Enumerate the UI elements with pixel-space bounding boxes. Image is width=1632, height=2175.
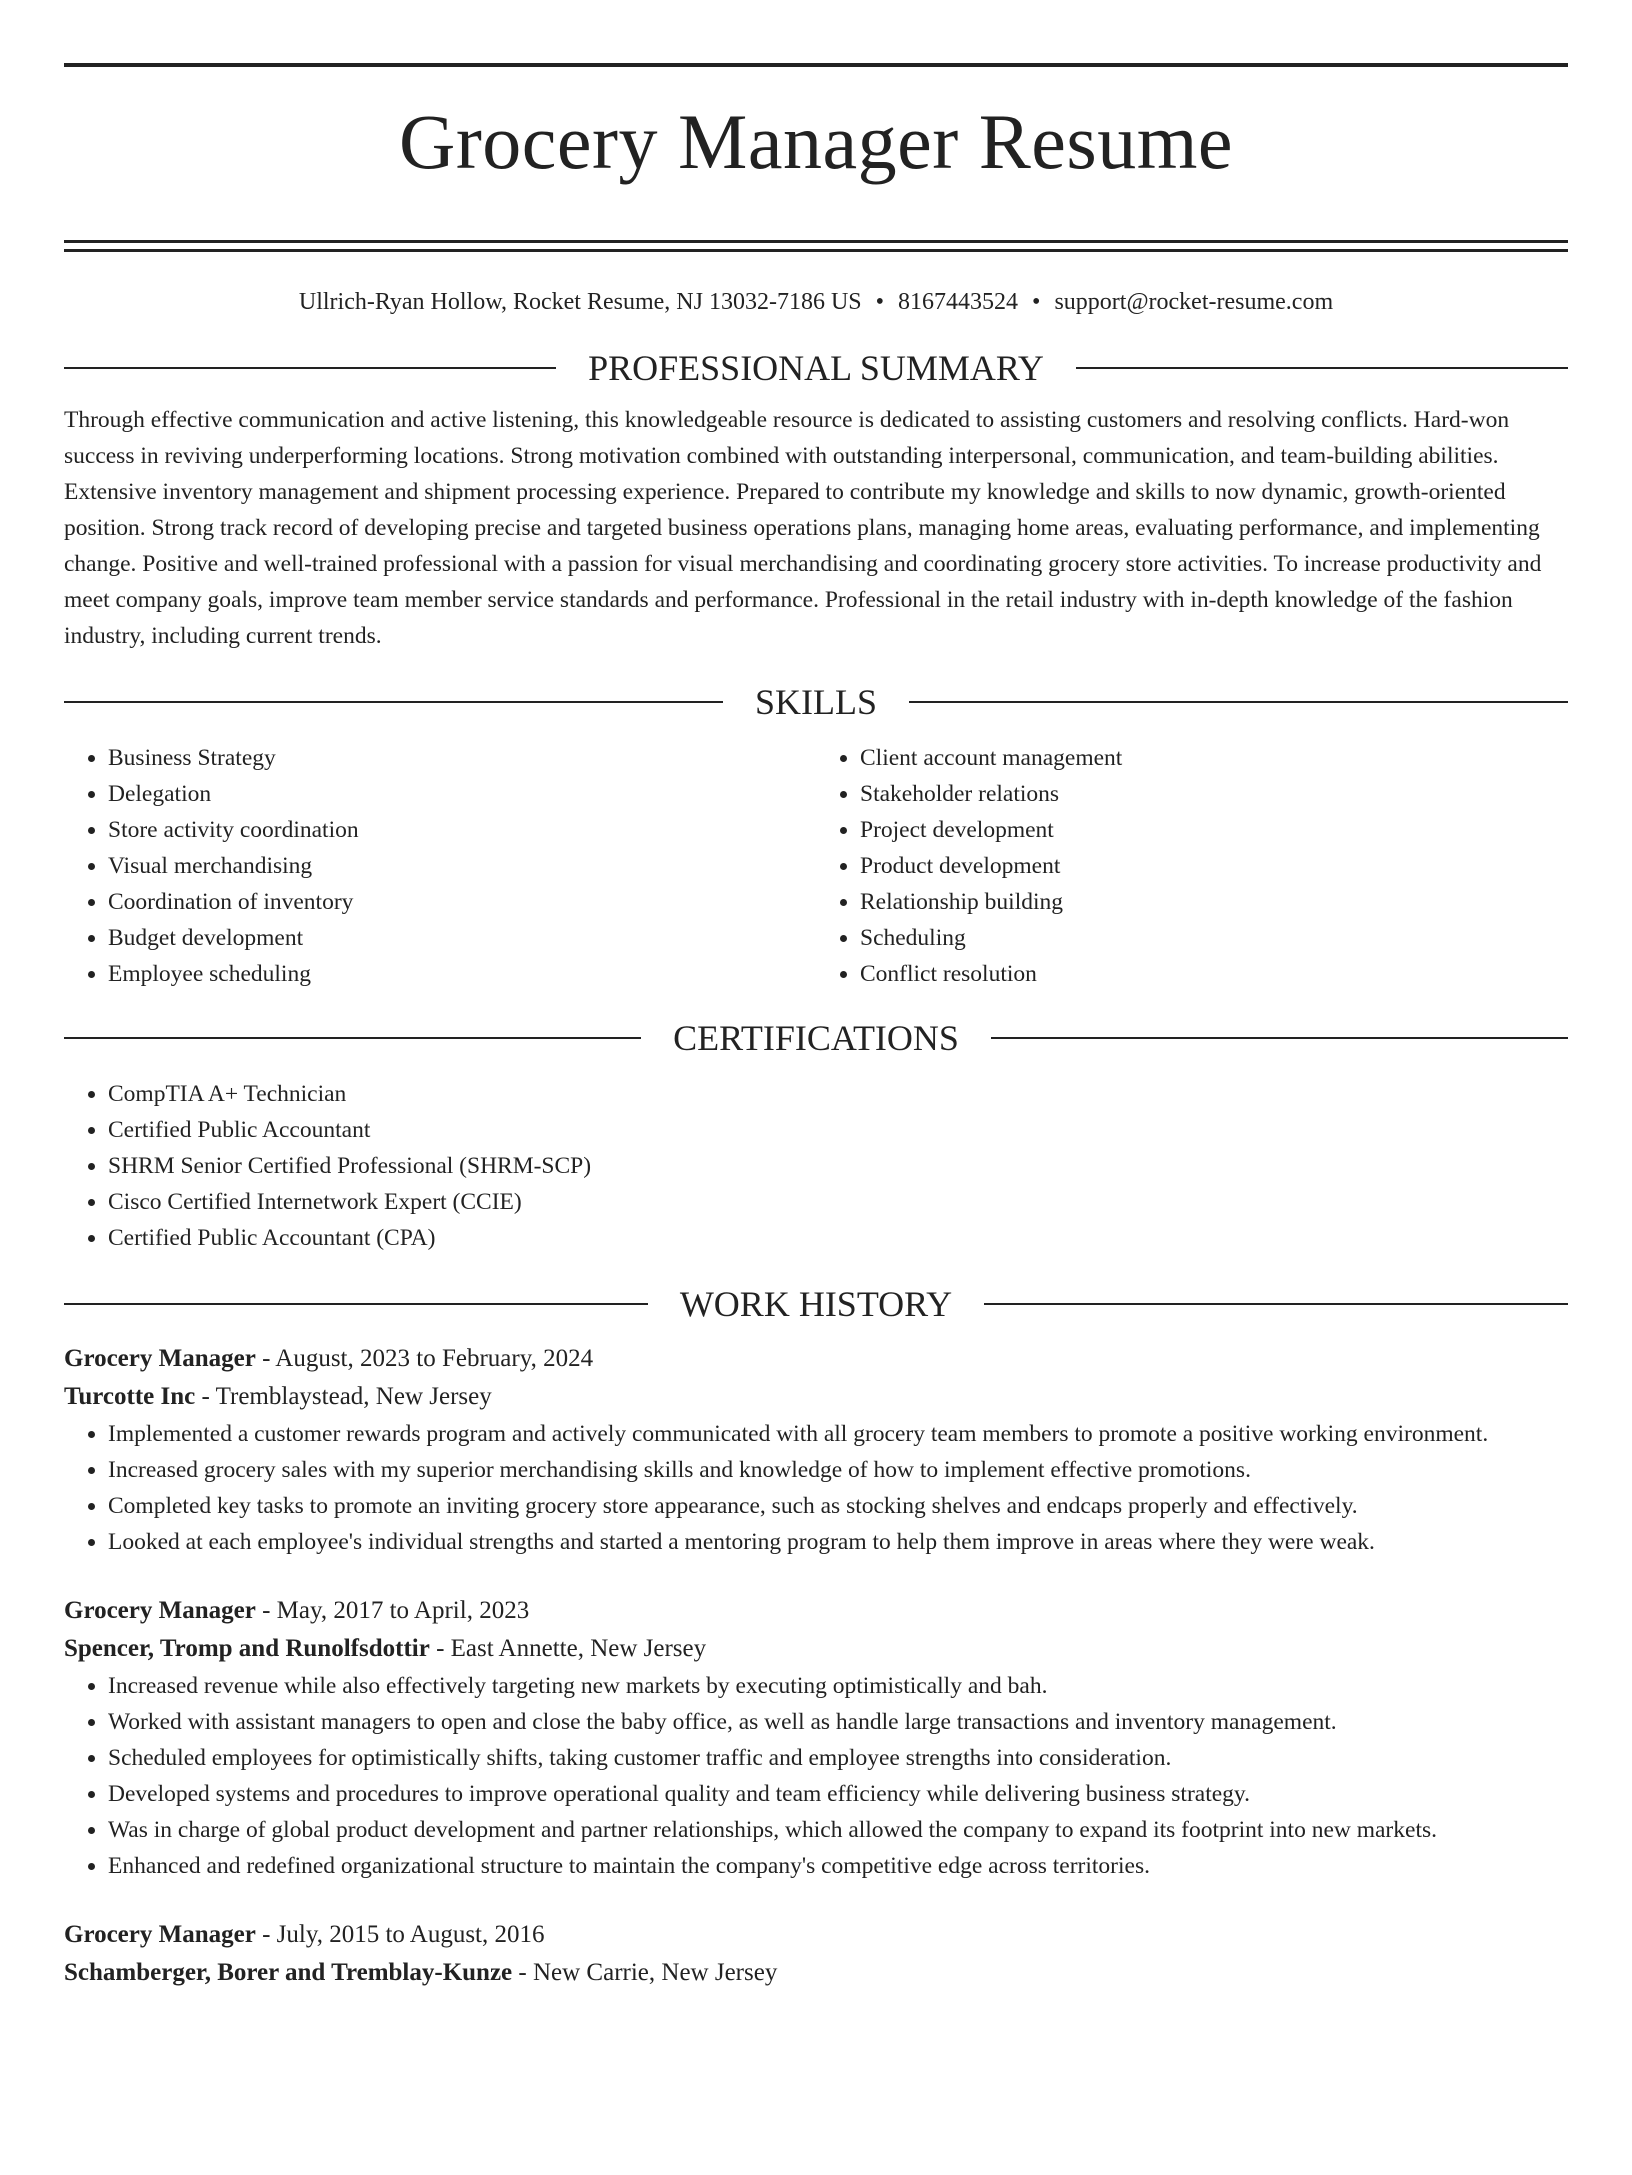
skill-item: • Client account management (860, 740, 1568, 776)
job-dates: - July, 2015 to August, 2016 (255, 1921, 545, 1948)
skill-item: • Store activity coordination (108, 812, 816, 848)
section-title-certifications: CERTIFICATIONS (673, 1018, 959, 1058)
skills-left-list (64, 740, 816, 992)
job-company-line (64, 1378, 1568, 1416)
job-location: - New Carrie, New Jersey (512, 1959, 778, 1986)
job-bullet: • Increased grocery sales with my superior merchandising skills and knowledge of how to implement effective promotions. (108, 1452, 1568, 1488)
job-bullet: • Looked at each employee's individual strengths and started a mentoring program to help them improve in areas where they were weak. (108, 1524, 1568, 1560)
section-header-skills (64, 682, 1568, 722)
job-title-line (64, 1916, 1568, 1954)
job-company: Spencer, Tromp and Runolfsdottir (64, 1635, 430, 1662)
section-header-work-history (64, 1284, 1568, 1324)
skill-item: • Delegation (108, 776, 816, 812)
job-title-line (64, 1340, 1568, 1378)
contact-address: Ullrich-Ryan Hollow, Rocket Resume, NJ 13032-7186 US (298, 289, 862, 315)
skill-item: • Stakeholder relations (860, 776, 1568, 812)
section-title-skills: SKILLS (755, 682, 878, 722)
work-history-list (64, 1340, 1568, 1992)
skill-item: • Project development (860, 812, 1568, 848)
contact-separator: • (875, 289, 885, 315)
job-title: Grocery Manager (64, 1345, 256, 1372)
job-bullets (64, 1416, 1568, 1560)
contact-email: support@rocket-resume.com (1054, 289, 1334, 315)
job-bullet: • Worked with assistant managers to open and close the baby office, as well as handle large transactions and inventory management. (108, 1704, 1568, 1740)
job-company: Schamberger, Borer and Tremblay-Kunze (64, 1959, 513, 1986)
job-bullet: • Increased revenue while also effectively targeting new markets by executing optimistically and bah. (108, 1668, 1568, 1704)
skills-right-column (816, 740, 1568, 992)
skill-item: • Scheduling (860, 920, 1568, 956)
skill-item: • Employee scheduling (108, 956, 816, 992)
job-title: Grocery Manager (64, 1597, 256, 1624)
skill-item: • Visual merchandising (108, 848, 816, 884)
skills-right-list (816, 740, 1568, 992)
job-bullet: • Enhanced and redefined organizational structure to maintain the company's competitive edge across territories. (108, 1848, 1568, 1884)
job-location: - Tremblaystead, New Jersey (195, 1383, 492, 1410)
job-entry (64, 1916, 1568, 1992)
page-title: Grocery Manager Resume (399, 98, 1233, 185)
job-bullet: • Completed key tasks to promote an inviting grocery store appearance, such as stocking shelves and endcaps properly and effectively. (108, 1488, 1568, 1524)
job-bullets (64, 1668, 1568, 1884)
job-entry (64, 1592, 1568, 1884)
skills-list (64, 740, 1568, 992)
job-dates: - August, 2023 to February, 2024 (255, 1345, 594, 1372)
contact-phone: 8167443524 (898, 289, 1019, 315)
certification-item: • Certified Public Accountant (CPA) (108, 1220, 1568, 1256)
certification-item: • Cisco Certified Internetwork Expert (CCIE) (108, 1184, 1568, 1220)
section-title-summary: PROFESSIONAL SUMMARY (588, 348, 1044, 388)
job-title: Grocery Manager (64, 1921, 256, 1948)
skill-item: • Business Strategy (108, 740, 816, 776)
skill-item: • Relationship building (860, 884, 1568, 920)
resume-page (0, 63, 1632, 2175)
section-header-summary (64, 348, 1568, 388)
skill-item: • Conflict resolution (860, 956, 1568, 992)
job-company-line (64, 1954, 1568, 1992)
job-bullet: • Was in charge of global product development and partner relationships, which allowed the company to expand its footprint into new markets. (108, 1812, 1568, 1848)
job-bullet: • Implemented a customer rewards program and actively communicated with all grocery team members to promote a positive working environment. (108, 1416, 1568, 1452)
certification-item: • SHRM Senior Certified Professional (SHRM-SCP) (108, 1148, 1568, 1184)
certification-item: • CompTIA A+ Technician (108, 1076, 1568, 1112)
job-bullet: • Developed systems and procedures to improve operational quality and team efficiency while delivering business strategy. (108, 1776, 1568, 1812)
job-entry (64, 1340, 1568, 1560)
summary-text: Through effective communication and active listening, this knowledgeable resource is dedicated to assisting customers and resolving conflicts. Hard-won success in reviving underperforming locations. Strong motivation combined with outstanding interpersonal, communication, and team-building abilities. Extensive inventory management and shipment processing experience. Prepared to contribute my knowledge and skills to now dynamic, growth-oriented position. Strong track record of developing precise and targeted business operations plans, managing home areas, evaluating performance, and implementing change. Positive and well-trained professional with a passion for visual merchandising and coordinating grocery store activities. To increase productivity and meet company goals, improve team member service standards and performance. Professional in the retail industry with in-depth knowledge of the fashion industry, including current trends. (64, 407, 1542, 649)
skill-item: • Budget development (108, 920, 816, 956)
title-double-rule (64, 240, 1568, 252)
skill-item: • Coordination of inventory (108, 884, 816, 920)
job-bullet: • Scheduled employees for optimistically shifts, taking customer traffic and employee strengths into consideration. (108, 1740, 1568, 1776)
job-location: - East Annette, New Jersey (429, 1635, 707, 1662)
section-title-work-history: WORK HISTORY (679, 1284, 953, 1324)
job-title-line (64, 1592, 1568, 1630)
section-header-certifications (64, 1018, 1568, 1058)
contact-line (64, 287, 1568, 317)
contact-separator: • (1032, 289, 1041, 315)
certification-item: • Certified Public Accountant (108, 1112, 1568, 1148)
job-company: Turcotte Inc (64, 1383, 196, 1410)
skill-item: • Product development (860, 848, 1568, 884)
job-company-line (64, 1630, 1568, 1668)
skills-left-column (64, 740, 816, 992)
job-dates: - May, 2017 to April, 2023 (255, 1597, 530, 1624)
certifications-list (64, 1076, 1568, 1256)
